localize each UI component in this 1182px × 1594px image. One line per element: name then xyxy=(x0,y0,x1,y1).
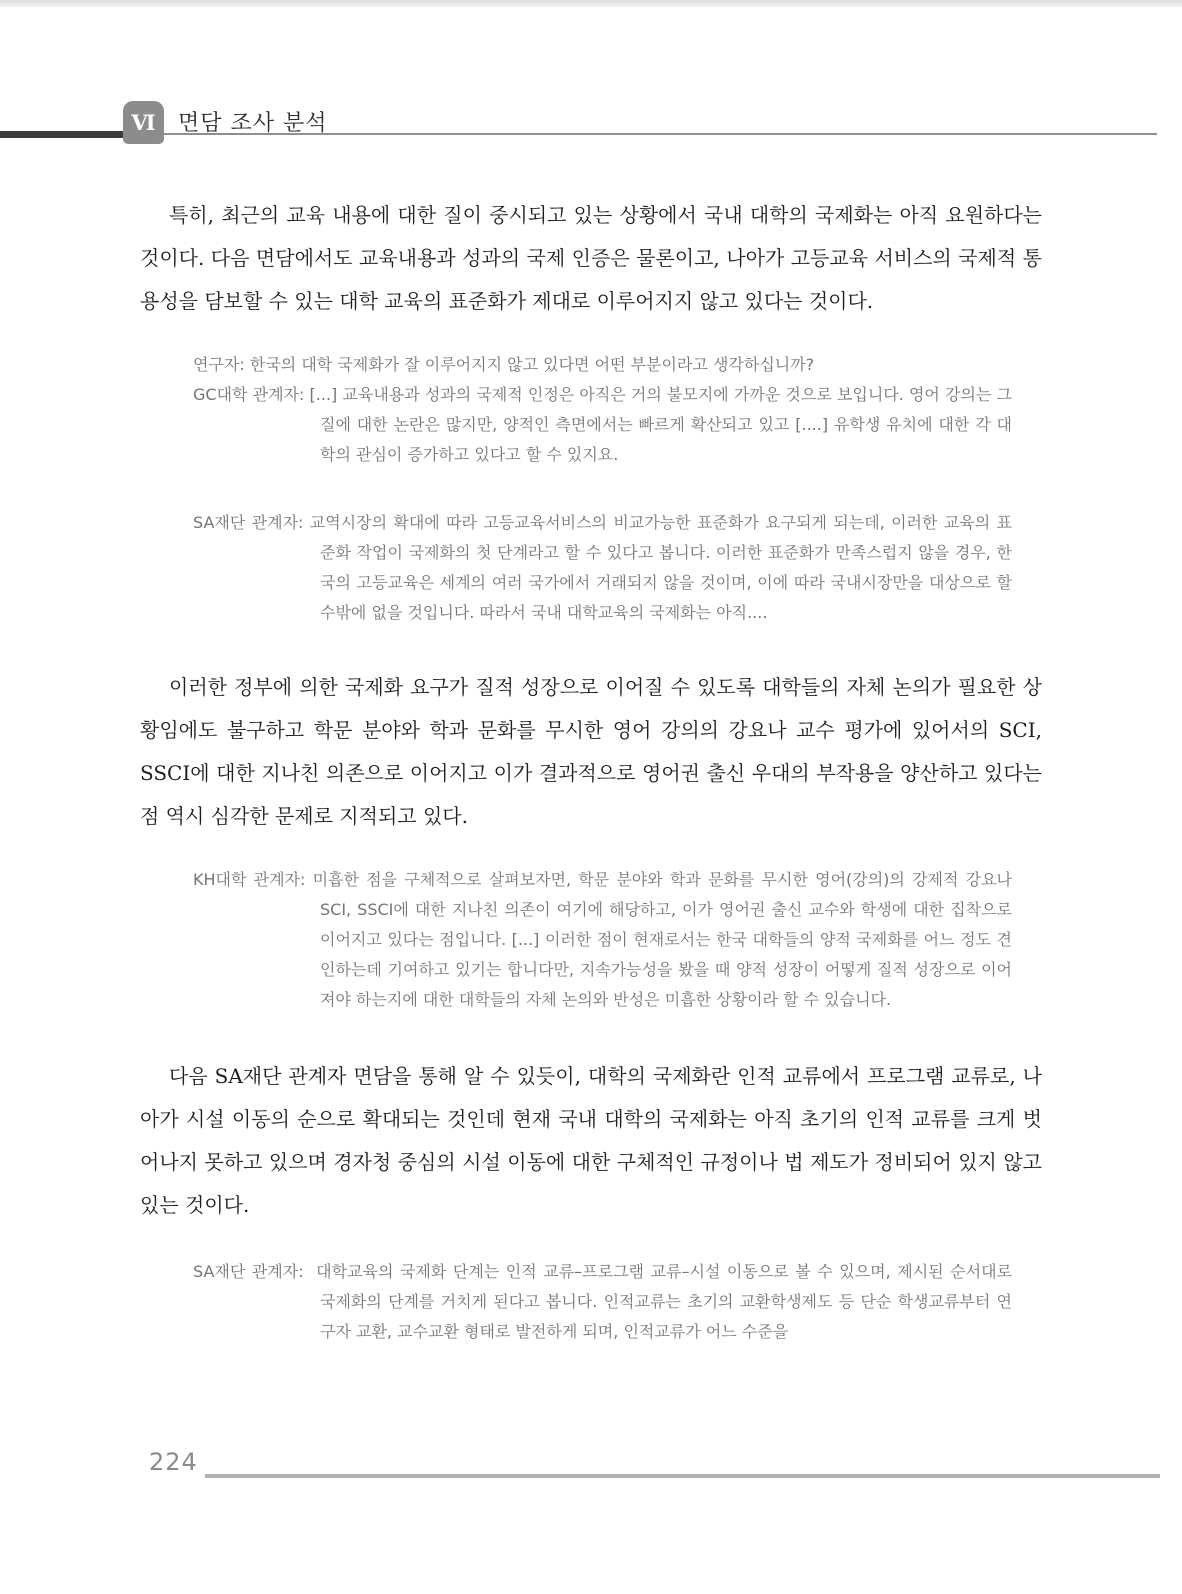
speech-text: 대학교육의 국제화 단계는 인적 교류–프로그램 교류–시설 이동으로 볼 수 있으며, 제시된 순서대로 국제화의 단계를 거치게 된다고 봅니다. 인적교류는 초기의 교환학생제도 등 단순 학생교류부터 연구자 교환, 교수교환 형태로 발전하게 되며, 인적교류가 어느 수준을 xyxy=(316,1262,1012,1341)
paragraph: 이러한 정부에 의한 국제화 요구가 질적 성장으로 이어질 수 있도록 대학들의 자체 논의가 필요한 상황임에도 불구하고 학문 분야와 학과 문화를 무시한 영어 강의의 강요나 교수 평가에 있어서의 SCI, SSCI에 대한 지나친 의존으로 이어지고 이가 결과적으로 영어권 출신 우대의 부작용을 양산하고 있다는 점 역시 심각한 문제로 지적되고 있다. xyxy=(140,675,1042,828)
speech-text: 교역시장의 확대에 따라 고등교육서비스의 비교가능한 표준화가 요구되게 되는데, 이러한 교육의 표준화 작업이 국제화의 첫 단계라고 할 수 있다고 봅니다. 이러한 표준화가 만족스럽지 않을 경우, 한국의 고등교육은 세계의 여러 국가에서 거래되지 않을 것이며, 이에 따라 국내시장만을 대상으로 할 수밖에 없을 것입니다. 따라서 국내 대학교육의 국제화는 아직.... xyxy=(309,513,1012,622)
speaker-label: SA재단 관계자: xyxy=(193,513,310,532)
speaker-label: 연구자: xyxy=(193,355,250,374)
speech-text: 미흡한 점을 구체적으로 살펴보자면, 학문 분야와 학과 문화를 무시한 영어(강의)의 강제적 강요나 SCI, SSCI에 대한 지나친 의존이 여기에 해당하고, 이가 영어권 출신 교수와 학생에 대한 집착으로 이어지고 있다는 점입니다. [...] 이러한 점이 현재로서는 한국 대학들의 양적 국제화를 어느 정도 견인하는데 기여하고 있기는 합니다만, 지속가능성을 봤을 때 양적 성장이 어떻게 질적 성장으로 이어져야 하는지에 대한 대학들의 자체 논의와 반성은 미흡한 상황이라 할 수 있습니다. xyxy=(312,870,1012,1009)
quote-item xyxy=(193,380,1012,470)
quote-item xyxy=(193,350,1012,380)
speaker-label: SA재단 관계자: xyxy=(193,1262,311,1281)
chapter-title: 면담 조사 분석 xyxy=(178,111,328,136)
paragraph: 다음 SA재단 관계자 면담을 통해 알 수 있듯이, 대학의 국제화란 인적 교류에서 프로그램 교류로, 나아가 시설 이동의 순으로 확대되는 것인데 현재 국내 대학의 국제화는 아직 초기의 인적 교류를 크게 벗어나지 못하고 있으며 경자청 중심의 시설 이동에 대한 구체적인 규정이나 법 제도가 정비되어 있지 않고 있는 것이다. xyxy=(140,1064,1042,1217)
quote-item xyxy=(193,508,1012,628)
chapter-number: Ⅵ xyxy=(131,110,156,135)
quote-item xyxy=(193,1257,1012,1347)
interview-quote-block xyxy=(193,350,1012,470)
paragraph: 특히, 최근의 교육 내용에 대한 질이 중시되고 있는 상황에서 국내 대학의 국제화는 아직 요원하다는 것이다. 다음 면담에서도 교육내용과 성과의 국제 인증은 물론이고, 나아가 고등교육 서비스의 국제적 통용성을 담보할 수 있는 대학 교육의 표준화가 제대로 이루어지지 않고 있다는 것이다. xyxy=(140,203,1042,313)
page-number: 224 xyxy=(149,1448,198,1476)
interview-quote-block xyxy=(193,508,1012,628)
interview-quote-block xyxy=(193,1257,1012,1347)
footer-rule xyxy=(205,1474,1160,1478)
speaker-label: KH대학 관계자: xyxy=(193,870,313,889)
speaker-label: GC대학 관계자: xyxy=(193,385,310,404)
speech-text: [...] 교육내용과 성과의 국제적 인정은 아직은 거의 불모지에 가까운 것으로 보입니다. 영어 강의는 그 질에 대한 논란은 많지만, 양적인 측면에서는 빠르게 확산되고 있고 [....] 유학생 유치에 대한 각 대학의 관심이 증가하고 있다고 할 수 있지요. xyxy=(309,385,1012,464)
quote-item xyxy=(193,865,1012,1015)
speech-text: 한국의 대학 국제화가 잘 이루어지지 않고 있다면 어떤 부분이라고 생각하십니까? xyxy=(249,355,815,374)
interview-quote-block xyxy=(193,865,1012,1015)
